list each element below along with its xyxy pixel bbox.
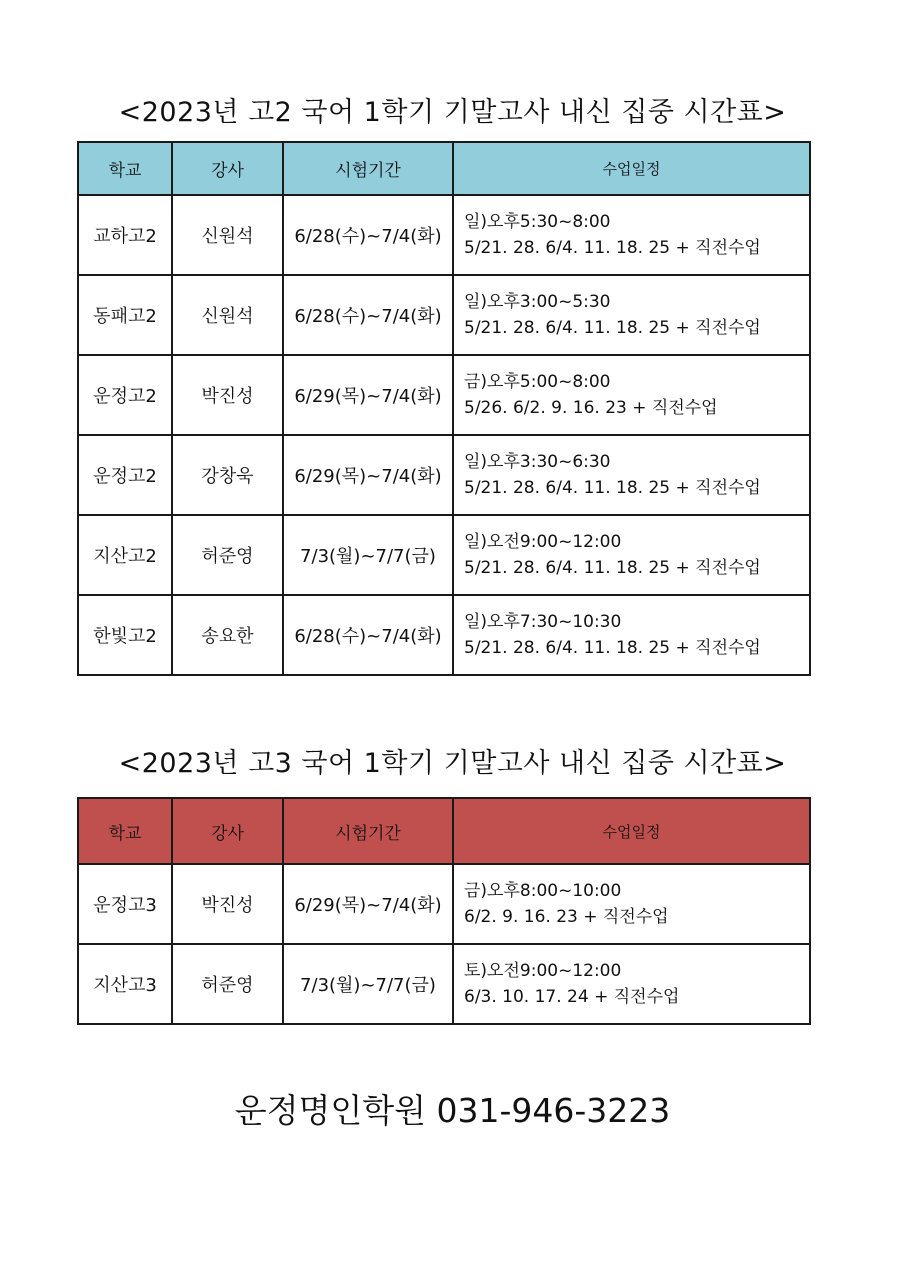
- class-dates: 5/21. 28. 6/4. 11. 18. 25 + 직전수업: [464, 318, 761, 338]
- school-cell: 동패고2: [78, 275, 172, 355]
- class-dates: 5/21. 28. 6/4. 11. 18. 25 + 직전수업: [464, 558, 761, 578]
- teacher-cell: 강창욱: [172, 435, 283, 515]
- header-school: 학교: [78, 142, 172, 195]
- exam-period-cell: 6/29(목)~7/4(화): [283, 355, 453, 435]
- class-dates: 6/3. 10. 17. 24 + 직전수업: [464, 987, 680, 1007]
- school-cell: 운정고2: [78, 355, 172, 435]
- school-cell: 지산고2: [78, 515, 172, 595]
- table-row: [78, 864, 810, 944]
- timetable-grade3: [77, 797, 811, 1025]
- class-dates: 5/26. 6/2. 9. 16. 23 + 직전수업: [464, 398, 718, 418]
- class-schedule-cell: [453, 944, 810, 1024]
- table-header-row: [78, 798, 810, 864]
- class-dates: 6/2. 9. 16. 23 + 직전수업: [464, 907, 669, 927]
- academy-contact: 운정명인학원 031-946-3223: [234, 1091, 671, 1130]
- class-schedule-cell: [453, 435, 810, 515]
- school-cell: 운정고3: [78, 864, 172, 944]
- table-row: [78, 944, 810, 1024]
- table-row: [78, 195, 810, 275]
- header-exam-period: 시험기간: [283, 798, 453, 864]
- exam-period-cell: 6/28(수)~7/4(화): [283, 275, 453, 355]
- exam-period-cell: 6/29(목)~7/4(화): [283, 864, 453, 944]
- class-dates: 5/21. 28. 6/4. 11. 18. 25 + 직전수업: [464, 238, 761, 258]
- teacher-cell: 허준영: [172, 515, 283, 595]
- table-header-row: [78, 142, 810, 195]
- exam-period-cell: 7/3(월)~7/7(금): [283, 944, 453, 1024]
- class-time: 일)오후3:00~5:30: [464, 292, 611, 312]
- class-schedule-cell: [453, 195, 810, 275]
- school-cell: 한빛고2: [78, 595, 172, 675]
- exam-period-cell: 6/28(수)~7/4(화): [283, 595, 453, 675]
- timetable-title-grade2: <2023년 고2 국어 1학기 기말고사 내신 집중 시간표>: [118, 97, 787, 128]
- class-time: 일)오후3:30~6:30: [464, 452, 611, 472]
- exam-period-cell: 6/29(목)~7/4(화): [283, 435, 453, 515]
- class-schedule-cell: [453, 275, 810, 355]
- exam-period-cell: 7/3(월)~7/7(금): [283, 515, 453, 595]
- class-schedule-cell: [453, 355, 810, 435]
- header-school: 학교: [78, 798, 172, 864]
- class-schedule-cell: [453, 595, 810, 675]
- school-cell: 운정고2: [78, 435, 172, 515]
- exam-period-cell: 6/28(수)~7/4(화): [283, 195, 453, 275]
- class-time: 금)오후8:00~10:00: [464, 881, 622, 901]
- class-time: 일)오전9:00~12:00: [464, 532, 622, 552]
- class-time: 토)오전9:00~12:00: [464, 961, 622, 981]
- timetable-grade2: [77, 141, 811, 676]
- header-class-schedule: 수업일정: [453, 798, 810, 864]
- teacher-cell: 허준영: [172, 944, 283, 1024]
- header-exam-period: 시험기간: [283, 142, 453, 195]
- table-row: [78, 355, 810, 435]
- class-schedule-cell: [453, 515, 810, 595]
- teacher-cell: 신원석: [172, 275, 283, 355]
- class-schedule-cell: [453, 864, 810, 944]
- class-time: 금)오후5:00~8:00: [464, 372, 611, 392]
- class-time: 일)오후7:30~10:30: [464, 612, 622, 632]
- timetable-title-grade3: <2023년 고3 국어 1학기 기말고사 내신 집중 시간표>: [118, 748, 787, 779]
- table-row: [78, 275, 810, 355]
- teacher-cell: 박진성: [172, 355, 283, 435]
- school-cell: 지산고3: [78, 944, 172, 1024]
- header-teacher: 강사: [172, 142, 283, 195]
- table-row: [78, 435, 810, 515]
- teacher-cell: 송요한: [172, 595, 283, 675]
- class-dates: 5/21. 28. 6/4. 11. 18. 25 + 직전수업: [464, 478, 761, 498]
- table-row: [78, 595, 810, 675]
- teacher-cell: 박진성: [172, 864, 283, 944]
- header-teacher: 강사: [172, 798, 283, 864]
- teacher-cell: 신원석: [172, 195, 283, 275]
- school-cell: 교하고2: [78, 195, 172, 275]
- class-time: 일)오후5:30~8:00: [464, 212, 611, 232]
- class-dates: 5/21. 28. 6/4. 11. 18. 25 + 직전수업: [464, 638, 761, 658]
- header-class-schedule: 수업일정: [453, 142, 810, 195]
- table-row: [78, 515, 810, 595]
